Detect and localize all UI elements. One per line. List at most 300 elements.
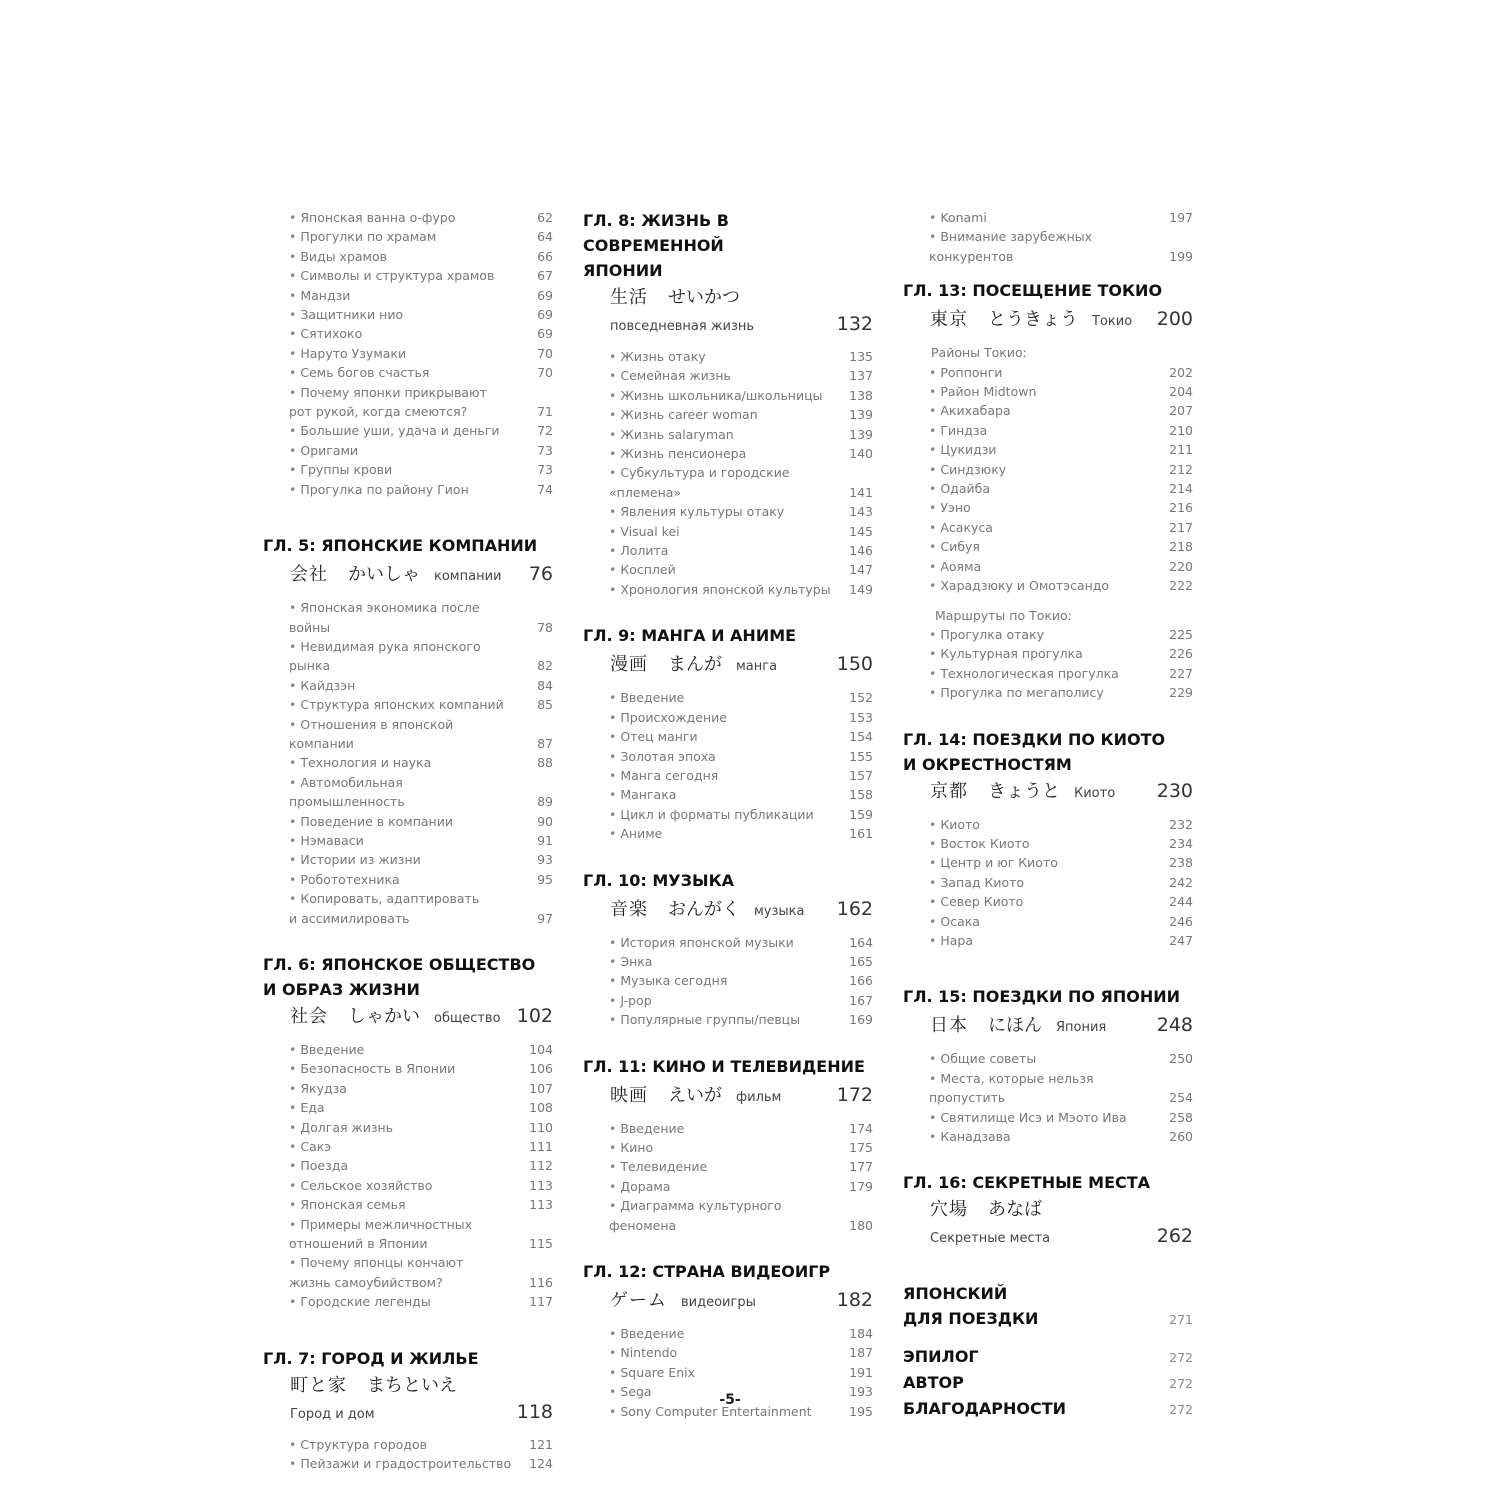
toc-entry[interactable]	[583, 1157, 873, 1176]
toc-entry-page: 246	[1169, 913, 1193, 929]
toc-entry[interactable]	[263, 344, 553, 363]
toc-entry[interactable]	[583, 1119, 873, 1138]
toc-entry[interactable]	[903, 664, 1193, 683]
toc-entry-title: • Виды храмов	[289, 247, 527, 266]
toc-entry-page: 167	[849, 992, 873, 1008]
toc-entry-title: • Отношения в японской компании	[289, 715, 527, 754]
toc-entry-page: 204	[1169, 384, 1193, 400]
epilog-entry[interactable]	[903, 1344, 1193, 1370]
toc-entry-title: • Наруто Узумаки	[289, 344, 527, 363]
toc-entry-page: 207	[1169, 403, 1193, 419]
toc-entry-page: 74	[537, 481, 553, 497]
kanji: 穴場	[930, 1199, 968, 1221]
chapter-14-title-line2[interactable]: И ОКРЕСТНОСТЯМ	[903, 754, 1072, 774]
toc-entry-page: 138	[849, 387, 873, 403]
toc-entry-page: 158	[849, 787, 873, 803]
toc-entry-page: 225	[1169, 626, 1193, 642]
phrasebook-label: ЯПОНСКИЙ	[903, 1284, 1008, 1304]
toc-entry[interactable]	[263, 1215, 553, 1234]
toc-entry-page: 84	[537, 677, 553, 693]
kana: まんが	[668, 654, 722, 676]
toc-entry-title: и ассимилировать	[289, 910, 410, 926]
kana: きょうと	[988, 780, 1060, 802]
toc-entry[interactable]	[263, 324, 553, 343]
chapter-13-subtitle	[903, 305, 1193, 331]
toc-entry-page: 165	[849, 953, 873, 969]
toc-entry-page: 85	[537, 697, 553, 713]
toc-entry-title: • Sega	[609, 1382, 847, 1401]
toc-entry[interactable]	[583, 347, 873, 366]
toc-entry-page: 161	[849, 826, 873, 842]
toc-entry-title: • Асакуса	[929, 518, 1167, 537]
toc-entry[interactable]	[263, 305, 553, 324]
toc-entry-page: 108	[529, 1100, 553, 1116]
translation: манга	[736, 659, 778, 675]
toc-entry-title: • Популярные группы/певцы	[609, 1010, 847, 1029]
toc-entry[interactable]	[903, 440, 1193, 459]
toc-entry-title: • Истории из жизни	[289, 850, 527, 869]
translation: Секретные места	[930, 1231, 1051, 1247]
phrasebook-title-line1[interactable]	[903, 1281, 1193, 1306]
toc-entry[interactable]	[903, 401, 1193, 420]
toc-entry-title: • Копировать, адаптировать	[289, 889, 527, 908]
toc-entry[interactable]	[583, 952, 873, 971]
phrasebook-title-line2[interactable]	[903, 1306, 1193, 1332]
toc-entry[interactable]	[903, 208, 1193, 227]
toc-entry-page: 113	[529, 1177, 553, 1193]
toc-entry[interactable]	[583, 971, 873, 990]
toc-entry[interactable]	[263, 383, 553, 402]
toc-entry-title: • Почему японки прикрывают	[289, 383, 527, 402]
toc-entry[interactable]	[903, 1069, 1193, 1108]
kanji: 社会	[290, 1006, 328, 1027]
translation: общество	[434, 1011, 501, 1026]
toc-entry-title: • Структура японских компаний	[289, 695, 527, 714]
toc-entry-page: 70	[537, 365, 553, 381]
toc-entry-title: • Примеры межличностных	[289, 1215, 527, 1234]
toc-entry[interactable]	[263, 1273, 553, 1292]
toc-entry-title: • Городские легенды	[289, 1292, 527, 1311]
phrasebook-page: 271	[1169, 1312, 1193, 1328]
toc-entry[interactable]	[903, 460, 1193, 479]
toc-entry[interactable]	[903, 421, 1193, 440]
toc-entry-page: 197	[1169, 210, 1193, 225]
toc-entry-title: • Одайба	[929, 479, 1167, 498]
toc-entry-page: 90	[537, 813, 553, 829]
toc-entry-title: • J-pop	[609, 991, 847, 1010]
section-label: Маршруты по Токио:	[935, 607, 1072, 623]
chapter-7-title[interactable]: ГЛ. 7: ГОРОД И ЖИЛЬЕ	[263, 1348, 479, 1368]
kana: とうきょう	[988, 309, 1078, 331]
toc-entry[interactable]	[583, 580, 873, 599]
toc-entry[interactable]	[263, 208, 553, 227]
toc-entry[interactable]	[903, 1127, 1193, 1146]
chapter-8-title-line1[interactable]: ГЛ. 8: ЖИЗНЬ В СОВРЕМЕННОЙ	[583, 211, 729, 255]
chapter-8-title-line2[interactable]: ЯПОНИИ	[583, 261, 663, 280]
toc-entry-title: • Технологическая прогулка	[929, 664, 1167, 683]
toc-entry[interactable]	[263, 441, 553, 460]
toc-entry[interactable]	[903, 853, 1193, 872]
chapter-page: 200	[1156, 308, 1193, 331]
kanji: 町と家	[290, 1374, 347, 1396]
toc-entry[interactable]	[263, 812, 553, 831]
toc-entry-title: • Прогулка по мегаполису	[929, 683, 1167, 702]
translation: музыка	[754, 903, 805, 919]
toc-entry-page: 260	[1169, 1129, 1193, 1144]
toc-entry-page: 66	[537, 248, 553, 264]
toc-entry-page: 107	[529, 1080, 553, 1096]
thanks-label: БЛАГОДАРНОСТИ	[903, 1399, 1067, 1419]
toc-entry[interactable]	[583, 708, 873, 727]
toc-entry-page: 141	[849, 484, 873, 500]
toc-entry-title: • Мандзи	[289, 286, 527, 305]
toc-entry[interactable]	[583, 463, 873, 482]
toc-entry-title: • Жизнь школьника/школьницы	[609, 386, 847, 405]
toc-entry-page: 78	[537, 619, 553, 635]
chapter-6-title-line1[interactable]: ГЛ. 6: ЯПОНСКОЕ ОБЩЕСТВО	[263, 955, 536, 974]
item-list	[903, 815, 1193, 951]
toc-entry-title: отношений в Японии	[289, 1236, 428, 1252]
toc-entry[interactable]	[263, 753, 553, 772]
toc-entry[interactable]	[583, 688, 873, 707]
item-list	[263, 1040, 553, 1312]
toc-entry[interactable]	[903, 498, 1193, 517]
item-list	[263, 208, 553, 499]
toc-entry-title: • Культурная прогулка	[929, 644, 1167, 663]
chapter-8-kanji	[583, 283, 873, 309]
toc-entry[interactable]	[583, 541, 873, 560]
toc-entry[interactable]	[583, 405, 873, 424]
toc-entry[interactable]	[903, 1049, 1193, 1068]
toc-entry[interactable]	[263, 286, 553, 305]
toc-entry-page: 226	[1169, 646, 1193, 662]
chapter-11-title[interactable]: ГЛ. 11: КИНО И ТЕЛЕВИДЕНИЕ	[583, 1056, 865, 1076]
toc-entry-page: 71	[537, 404, 553, 420]
toc-entry[interactable]	[583, 560, 873, 579]
toc-entry[interactable]	[263, 889, 553, 908]
toc-entry-title: • Оригами	[289, 441, 527, 460]
toc-entry-page: 238	[1169, 855, 1193, 871]
toc-entry[interactable]	[903, 683, 1193, 702]
toc-entry-page: 70	[537, 345, 553, 361]
chapter-15-subtitle	[903, 1011, 1193, 1037]
toc-entry-title: • Пейзажи и градостроительство	[289, 1454, 527, 1473]
kana: おんがく	[668, 898, 740, 920]
toc-entry-title: • Долгая жизнь	[289, 1118, 527, 1137]
page-number: -5-	[719, 1392, 741, 1408]
toc-entry-title: • Аояма	[929, 557, 1167, 576]
toc-entry-page: 143	[849, 504, 873, 520]
toc-entry-title: • Субкультура и городские	[609, 463, 847, 482]
toc-entry[interactable]	[263, 480, 553, 499]
toc-entry-title: • Konami	[929, 208, 1167, 227]
toc-entry-page: 69	[537, 326, 553, 342]
toc-entry[interactable]	[263, 1292, 553, 1311]
toc-entry[interactable]	[583, 522, 873, 541]
toc-entry[interactable]	[583, 805, 873, 824]
chapter-6-subtitle	[263, 1002, 553, 1028]
toc-entry-page: 93	[537, 852, 553, 868]
chapter-page: 132	[836, 313, 873, 335]
toc-column-3	[903, 208, 1193, 1422]
toc-entry-title: • Явления культуры отаку	[609, 502, 847, 521]
toc-entry[interactable]	[903, 576, 1193, 595]
toc-entry-title: • Музыка сегодня	[609, 971, 847, 990]
toc-entry-page: 67	[537, 268, 553, 284]
toc-entry-title: • Отец манги	[609, 727, 847, 746]
toc-entry-page: 73	[537, 442, 553, 458]
translation: компании	[434, 569, 502, 585]
chapter-10-title[interactable]: ГЛ. 10: МУЗЫКА	[583, 870, 735, 890]
toc-entry[interactable]	[263, 363, 553, 382]
toc-entry[interactable]	[583, 483, 873, 502]
toc-entry[interactable]	[263, 676, 553, 695]
toc-entry-page: 234	[1169, 835, 1193, 851]
toc-entry-title: • Сакэ	[289, 1137, 527, 1156]
toc-entry-page: 82	[537, 658, 553, 674]
toc-entry-page: 187	[849, 1345, 873, 1361]
chapter-page: 76	[528, 563, 553, 586]
toc-entry[interactable]	[263, 715, 553, 754]
toc-entry[interactable]	[263, 1195, 553, 1214]
toc-entry[interactable]	[903, 625, 1193, 644]
toc-entry[interactable]	[903, 815, 1193, 834]
toc-entry-title: • Манга сегодня	[609, 766, 847, 785]
toc-entry[interactable]	[263, 850, 553, 869]
chapter-page: 182	[836, 1289, 873, 1311]
toc-entry-title: • Введение	[609, 1119, 847, 1138]
chapter-page: 248	[1156, 1014, 1193, 1037]
toc-entry[interactable]	[583, 386, 873, 405]
toc-entry[interactable]	[263, 598, 553, 637]
toc-entry[interactable]	[263, 831, 553, 850]
chapter-page: 102	[516, 1005, 553, 1027]
toc-entry[interactable]	[903, 518, 1193, 537]
toc-entry-page: 227	[1169, 665, 1193, 681]
toc-entry-title: • Введение	[289, 1040, 527, 1059]
chapter-14-title-line1[interactable]: ГЛ. 14: ПОЕЗДКИ ПО КИОТО	[903, 729, 1166, 749]
toc-entry[interactable]	[263, 909, 553, 928]
toc-entry[interactable]	[903, 1108, 1193, 1127]
toc-entry[interactable]	[583, 502, 873, 521]
kanji: 東京	[930, 309, 968, 331]
toc-entry[interactable]	[263, 1137, 553, 1156]
toc-entry[interactable]	[583, 1324, 873, 1343]
toc-column-1	[263, 208, 553, 1474]
toc-entry-page: 117	[529, 1294, 553, 1310]
translation: Киото	[1074, 785, 1116, 801]
toc-entry-title: • Жизнь salaryman	[609, 425, 847, 444]
toc-entry[interactable]	[583, 1363, 873, 1382]
toc-entry[interactable]	[583, 1196, 873, 1215]
toc-entry[interactable]	[903, 479, 1193, 498]
toc-entry-title: • Введение	[609, 1324, 847, 1343]
chapter-12-title[interactable]: ГЛ. 12: СТРАНА ВИДЕОИГР	[583, 1262, 831, 1281]
toc-entry[interactable]	[583, 444, 873, 463]
toc-entry[interactable]	[583, 933, 873, 952]
chapter-5-title[interactable]: ГЛ. 5: ЯПОНСКИЕ КОМПАНИИ	[263, 536, 538, 556]
toc-entry-title: • Центр и юг Киото	[929, 853, 1167, 872]
toc-entry[interactable]	[263, 460, 553, 479]
toc-entry-page: 154	[849, 729, 873, 745]
toc-entry[interactable]	[263, 1059, 553, 1078]
toc-entry-title: • Поведение в компании	[289, 812, 527, 831]
item-list	[903, 625, 1193, 703]
toc-entry-title: • Невидимая рука японского рынка	[289, 637, 527, 676]
toc-entry-page: 210	[1169, 422, 1193, 438]
translation: Город и дом	[290, 1406, 375, 1422]
toc-entry[interactable]	[263, 402, 553, 421]
toc-entry-page: 222	[1169, 578, 1193, 594]
translation: фильм	[736, 1089, 782, 1105]
toc-entry[interactable]	[903, 644, 1193, 663]
toc-entry[interactable]	[903, 892, 1193, 911]
toc-entry-page: 247	[1169, 932, 1193, 948]
toc-entry[interactable]	[263, 1040, 553, 1059]
toc-entry-page: 175	[849, 1139, 873, 1155]
toc-entry-page: 69	[537, 287, 553, 303]
toc-entry[interactable]	[903, 912, 1193, 931]
toc-entry-page: 169	[849, 1012, 873, 1028]
toc-entry-page: 140	[849, 446, 873, 462]
chapter-10-subtitle	[583, 895, 873, 921]
toc-entry-title: феномена	[609, 1217, 677, 1233]
toc-entry[interactable]	[583, 1343, 873, 1362]
toc-entry[interactable]	[903, 557, 1193, 576]
toc-entry[interactable]	[583, 824, 873, 843]
chapter-16-title[interactable]: ГЛ. 16: СЕКРЕТНЫЕ МЕСТА	[903, 1173, 1151, 1193]
toc-entry[interactable]	[903, 537, 1193, 556]
toc-entry-page: 111	[529, 1139, 553, 1155]
toc-entry[interactable]	[263, 1079, 553, 1098]
toc-entry-page: 155	[849, 748, 873, 764]
toc-entry[interactable]	[903, 873, 1193, 892]
toc-entry-title: • Святилище Исэ и Мэото Ива	[929, 1108, 1167, 1127]
toc-entry[interactable]	[903, 227, 1193, 246]
chapter-11-subtitle	[583, 1081, 873, 1107]
toc-entry-page: 202	[1169, 364, 1193, 380]
kanji: 漫画	[610, 654, 648, 676]
toc-entry[interactable]	[583, 425, 873, 444]
toc-entry[interactable]	[583, 1216, 873, 1235]
toc-entry-title: • Прогулка отаку	[929, 625, 1167, 644]
toc-entry-title: • Телевидение	[609, 1157, 847, 1176]
toc-entry[interactable]	[263, 1253, 553, 1272]
toc-entry-title: • Косплей	[609, 560, 847, 579]
toc-entry-page: 180	[849, 1217, 873, 1233]
toc-entry-title: • Харадзюку и Омотэсандо	[929, 576, 1167, 595]
toc-entry-title: • Синдзюку	[929, 460, 1167, 479]
toc-entry-page: 62	[537, 210, 553, 225]
toc-entry[interactable]	[583, 747, 873, 766]
toc-entry-page: 199	[1169, 248, 1193, 264]
chapter-16-subtitle	[903, 1225, 1193, 1247]
toc-entry[interactable]	[903, 834, 1193, 853]
toc-entry-page: 184	[849, 1326, 873, 1341]
toc-entry[interactable]	[263, 247, 553, 266]
toc-entry-title: • Структура городов	[289, 1435, 527, 1454]
toc-entry-title: • Хронология японской культуры	[609, 580, 847, 599]
toc-entry[interactable]	[583, 366, 873, 385]
toc-entry[interactable]	[583, 1138, 873, 1157]
toc-entry-page: 115	[529, 1236, 553, 1252]
toc-entry[interactable]	[263, 773, 553, 812]
toc-entry-title: • Жизнь career woman	[609, 405, 847, 424]
epilog-label: ЭПИЛОГ	[903, 1347, 979, 1367]
toc-entry-page: 212	[1169, 461, 1193, 477]
toc-entry[interactable]	[263, 421, 553, 440]
toc-entry[interactable]	[263, 266, 553, 285]
toc-entry[interactable]	[903, 382, 1193, 401]
toc-entry[interactable]	[263, 870, 553, 889]
chapter-page: 172	[836, 1083, 873, 1106]
toc-entry[interactable]	[583, 727, 873, 746]
toc-entry[interactable]	[583, 785, 873, 804]
toc-entry-title: • Большие уши, удача и деньги	[289, 421, 527, 440]
toc-entry-title: • Происхождение	[609, 708, 847, 727]
toc-entry[interactable]	[583, 1177, 873, 1196]
toc-entry-page: 216	[1169, 500, 1193, 516]
toc-entry[interactable]	[263, 1156, 553, 1175]
toc-entry-title: • Дорама	[609, 1177, 847, 1196]
toc-entry-page: 73	[537, 462, 553, 478]
toc-entry[interactable]	[263, 1454, 553, 1473]
toc-entry[interactable]	[583, 991, 873, 1010]
toc-entry-page: 157	[849, 767, 873, 783]
toc-entry[interactable]	[903, 247, 1193, 266]
chapter-13-title[interactable]: ГЛ. 13: ПОСЕЩЕНИЕ ТОКИО	[903, 281, 1163, 301]
toc-entry-title: • Уэно	[929, 498, 1167, 517]
toc-entry[interactable]	[903, 363, 1193, 382]
toc-entry-title: • Прогулка по району Гион	[289, 480, 527, 499]
toc-entry[interactable]	[263, 1234, 553, 1253]
toc-entry-page: 116	[529, 1274, 553, 1290]
toc-entry[interactable]	[263, 227, 553, 246]
toc-entry[interactable]	[263, 637, 553, 676]
chapter-15-title[interactable]: ГЛ. 15: ПОЕЗДКИ ПО ЯПОНИИ	[903, 987, 1180, 1007]
toc-entry-title: • Золотая эпоха	[609, 747, 847, 766]
toc-entry-title: • Семейная жизнь	[609, 366, 847, 385]
epilog-page: 272	[1169, 1350, 1193, 1366]
toc-entry-page: 121	[529, 1436, 553, 1452]
toc-entry-title: • Еда	[289, 1098, 527, 1117]
chapter-page: 162	[836, 897, 873, 920]
section-label: Районы Токио:	[931, 345, 1027, 361]
toc-entry[interactable]	[903, 931, 1193, 950]
item-list	[263, 598, 553, 928]
toc-entry[interactable]	[583, 1010, 873, 1029]
toc-entry-page: 87	[537, 735, 553, 751]
kana: かいしゃ	[348, 564, 420, 586]
toc-entry-title: • Visual kei	[609, 522, 847, 541]
toc-entry[interactable]	[263, 695, 553, 714]
chapter-6-title-line2[interactable]: И ОБРАЗ ЖИЗНИ	[263, 980, 420, 999]
toc-entry-title: рот рукой, когда смеются?	[289, 404, 468, 420]
toc-entry-title: • Японская ванна о-фуро	[289, 208, 527, 227]
toc-entry[interactable]	[583, 766, 873, 785]
chapter-9-title[interactable]: ГЛ. 9: МАНГА И АНИМЕ	[583, 626, 797, 646]
item-list	[583, 1119, 873, 1235]
toc-entry-page: 220	[1169, 558, 1193, 574]
toc-entry[interactable]	[263, 1118, 553, 1137]
toc-entry[interactable]	[263, 1176, 553, 1195]
toc-entry[interactable]	[263, 1435, 553, 1454]
toc-entry-title: • Аниме	[609, 824, 847, 843]
toc-entry[interactable]	[263, 1098, 553, 1117]
toc-entry-page: 147	[849, 562, 873, 578]
toc-entry-page: 149	[849, 581, 873, 597]
toc-entry-page: 174	[849, 1120, 873, 1136]
